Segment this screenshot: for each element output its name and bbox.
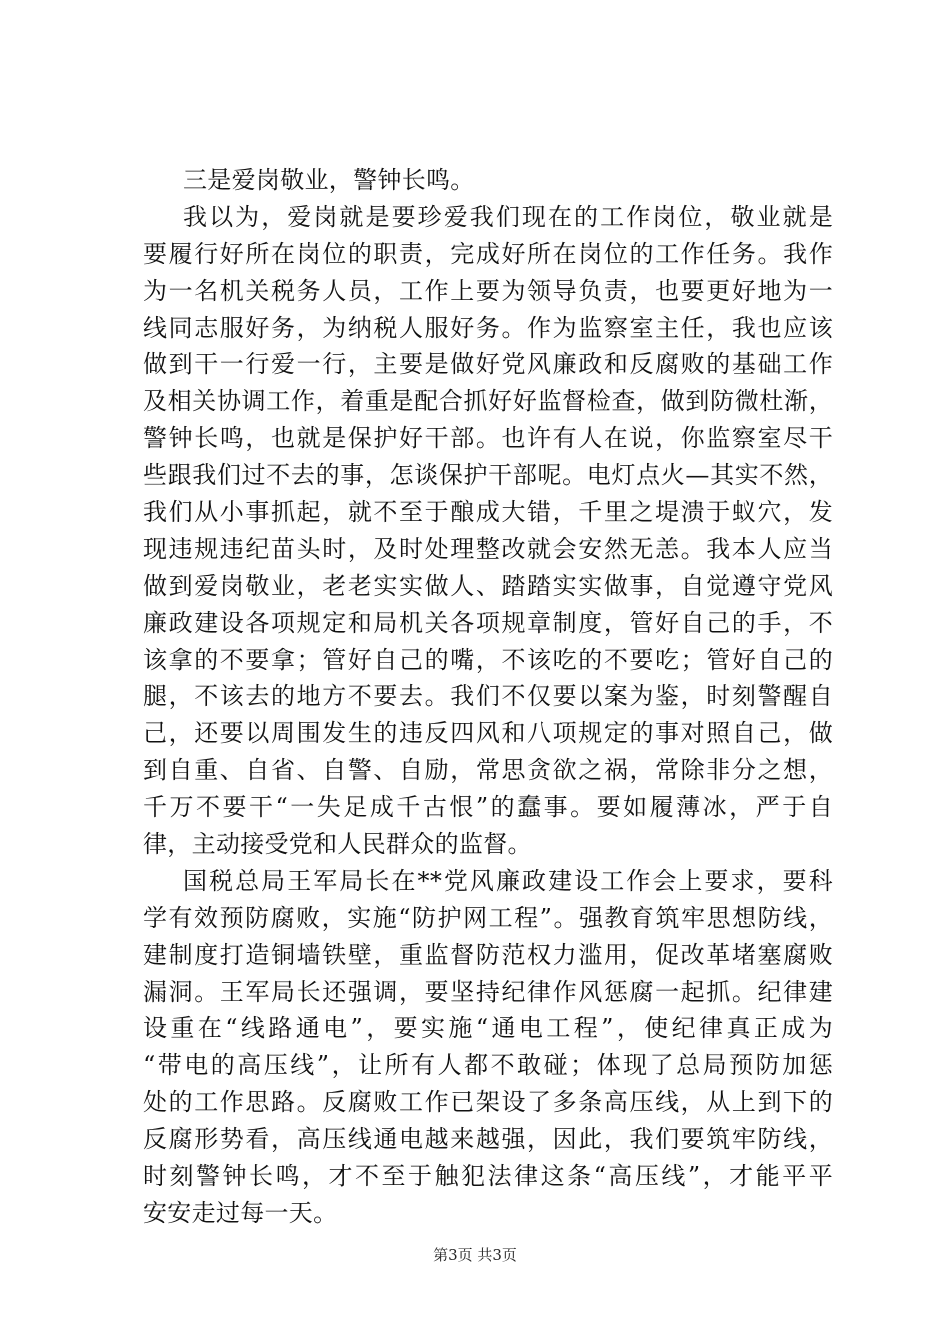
text-line: 要履行好所在岗位的职责，完成好所在岗位的工作任务。我作: [143, 239, 833, 268]
text-line: 漏洞。王军局长还强调，要坚持纪律作风惩腐一起抓。纪律建: [143, 977, 833, 1006]
text-line: 现违规违纪苗头时，及时处理整改就会安然无恙。我本人应当: [143, 534, 833, 563]
text-line: 及相关协调工作，着重是配合抓好好监督检查，做到防微杜渐，: [143, 387, 833, 416]
text-line: 线同志服好务，为纳税人服好务。作为监察室主任，我也应该: [143, 313, 833, 342]
text-line: 三是爱岗敬业，警钟长鸣。: [183, 166, 475, 194]
text-line: 建制度打造铜墙铁壁，重监督防范权力滥用，促改革堵塞腐败: [143, 940, 833, 969]
text-line: 做到干一行爱一行，主要是做好党风廉政和反腐败的基础工作: [143, 350, 833, 379]
text-line: 学有效预防腐败，实施“防护网工程”。强教育筑牢思想防线，: [143, 903, 833, 932]
text-line: 国税总局王军局长在**党风廉政建设工作会上要求，要科: [183, 866, 833, 895]
page-footer: 第3页 共3页: [433, 1246, 517, 1264]
text-line: 为一名机关税务人员，工作上要为领导负责，也要更好地为一: [143, 276, 833, 305]
text-line: 我以为，爱岗就是要珍爱我们现在的工作岗位，敬业就是: [183, 202, 833, 231]
text-line: 腿，不该去的地方不要去。我们不仅要以案为鉴，时刻警醒自: [143, 682, 833, 711]
text-line: “带电的高压线”，让所有人都不敢碰；体现了总局预防加惩: [143, 1051, 833, 1080]
text-line: 我们从小事抓起，就不至于酿成大错，千里之堤溃于蚁穴，发: [143, 498, 833, 527]
text-line: 设重在“线路通电”，要实施“通电工程”，使纪律真正成为: [143, 1014, 833, 1043]
text-line: 警钟长鸣，也就是保护好干部。也许有人在说，你监察室尽干: [143, 424, 833, 453]
text-line: 律，主动接受党和人民群众的监督。: [143, 830, 532, 859]
text-line: 安安走过每一天。: [143, 1198, 338, 1227]
text-line: 己，还要以周围发生的违反四风和八项规定的事对照自己，做: [143, 719, 833, 748]
text-line: 廉政建设各项规定和局机关各项规章制度，管好自己的手，不: [143, 608, 833, 637]
text-line: 做到爱岗敬业，老老实实做人、踏踏实实做事，自觉遵守党风: [143, 571, 833, 600]
text-line: 些跟我们过不去的事，怎谈保护干部呢。电灯点火—其实不然，: [143, 461, 833, 490]
text-line: 时刻警钟长鸣，才不至于触犯法律这条“高压线”，才能平平: [143, 1162, 833, 1191]
text-line: 千万不要干“一失足成千古恨”的蠢事。要如履薄冰，严于自: [143, 793, 833, 822]
text-line: 处的工作思路。反腐败工作已架设了多条高压线，从上到下的: [143, 1088, 833, 1117]
text-line: 该拿的不要拿；管好自己的嘴，不该吃的不要吃；管好自己的: [143, 645, 833, 674]
document-body: [143, 162, 833, 1232]
text-line: 到自重、自省、自警、自励，常思贪欲之祸，常除非分之想，: [143, 756, 833, 785]
text-line: 反腐形势看，高压线通电越来越强，因此，我们要筑牢防线，: [143, 1125, 833, 1154]
